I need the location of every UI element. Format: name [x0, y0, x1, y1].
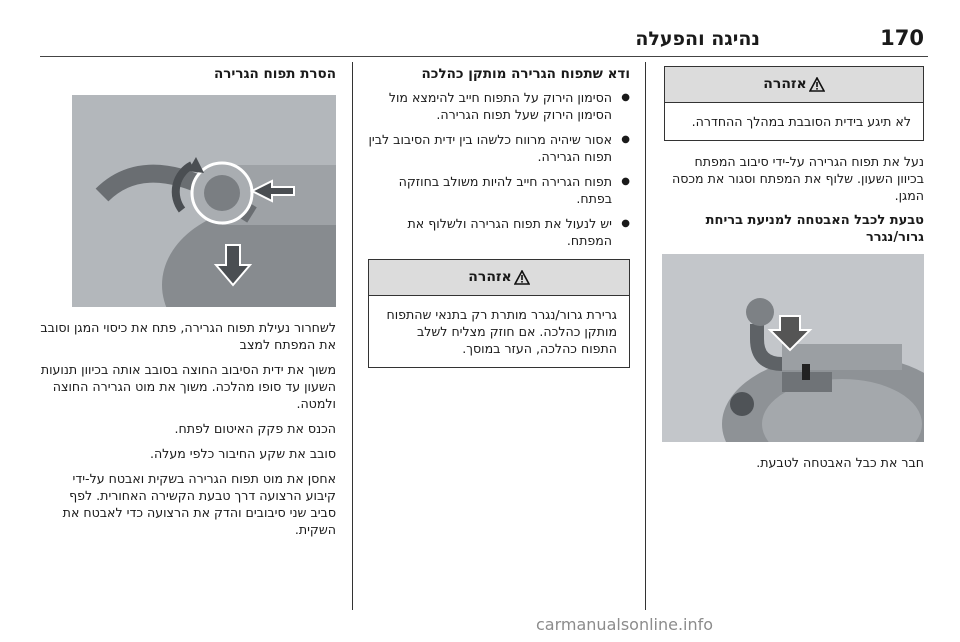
unlock-paragraph: לשחרור נעילת תפוח הגרירה, פתח את כיסוי המגן וסובב את המפתח למצב	[40, 320, 336, 352]
list-item: ● יש לנעול את תפוח הגרירה ולשלוף את המפתח.	[368, 215, 630, 249]
socket-paragraph: סובב את שקע החיבור כלפי מעלה.	[149, 446, 336, 461]
warning-box-middle	[368, 259, 630, 368]
header-title: נהיגה והפעלה	[635, 28, 760, 50]
warning-label: אזהרה	[468, 269, 512, 285]
header-rule	[40, 56, 928, 57]
warning-box-right	[664, 66, 924, 141]
left-column	[40, 66, 336, 546]
removal-heading: הסרת תפוח הגרירה	[213, 66, 336, 82]
pull-paragraph: משוך את ידית הסיבוב החוצה בסובב אותה בכיוון תנועות השעון עד סופו מהלכה. משוך את מוט הגרירה החוצה ולמטה.	[40, 362, 336, 411]
removal-illustration	[72, 95, 336, 307]
list-item: ● הסימון הירוק על התפוח חייב להימצא מול הסימון הירוק שעל תפוח הגרירה.	[368, 89, 630, 123]
warning-text: לא תיגע בידית הסובבת במהלך ההחדרה.	[691, 114, 911, 129]
list-item: ● תפוח הגרירה חייב להיות משולב בחוזקה בפתח.	[368, 173, 630, 207]
warning-triangle-icon	[514, 270, 530, 285]
warning-triangle-icon	[809, 77, 825, 92]
removal-photo	[72, 95, 336, 307]
tow-ball-illustration	[662, 254, 924, 442]
warning-text: גרירת גרור/נגרר מותרת רק בתנאי שהתפוח מותקן כהלכה. אם חוזק מצליח לשלב התפוח כהלכה, העזר במוסך.	[386, 307, 617, 356]
check-heading: ודא שתפוח הגרירה מותקן כהלכה	[421, 66, 630, 82]
watermark: carmanualsonline.info	[536, 615, 714, 634]
storage-paragraph: אחסן את מוט תפוח הגרירה בשקית ואבטח על-ידי קיבוע הרצועה דרך טבעת הקשירה האחורית. לפף סביב שני סיבובים והדק את הרצועה כדי לאבטח את השקית.	[62, 471, 336, 537]
page-number: 170	[880, 26, 924, 50]
warning-label: אזהרה	[763, 76, 807, 92]
safety-ring-photo	[662, 254, 924, 442]
safety-ring-heading: טבעת לכבל האבטחה למניעת בריחת גרור/נגרר	[705, 213, 924, 245]
middle-column	[368, 66, 630, 380]
right-column	[664, 66, 924, 479]
column-divider-left	[352, 62, 353, 610]
list-item: ● אסור שיהיה מרווח כלשהו בין ידית הסיבוב לבין תפוח הגרירה.	[368, 131, 630, 165]
photo-caption: חבר את כבל האבטחה לטבעת.	[756, 455, 924, 470]
plug-paragraph: הכנס את פקק האיטום לפתח.	[174, 421, 336, 436]
check-list	[368, 89, 630, 249]
warning-header	[369, 260, 629, 296]
warning-header	[665, 67, 923, 103]
lock-paragraph: נעל את תפוח הגרירה על-ידי סיבוב המפתח בכיוון השעון. שלוף את המפתח וסגור את מכסה המגן.	[671, 154, 924, 203]
column-divider-right	[645, 62, 646, 610]
